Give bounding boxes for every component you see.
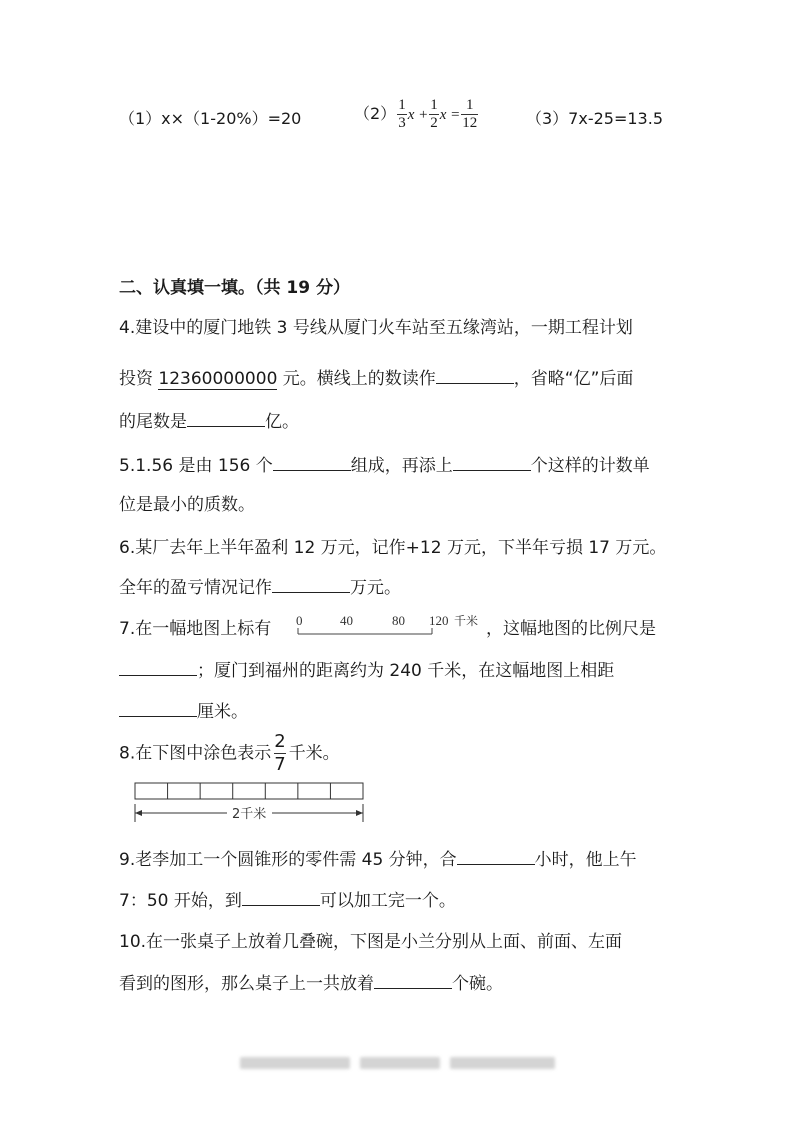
- q6-blank[interactable]: [272, 590, 350, 593]
- equation-2-prefix: （2）: [354, 104, 397, 123]
- fraction-one-half: [429, 98, 439, 131]
- q4-text: 元。横线上的数读作: [277, 369, 436, 389]
- q8-text: 千米。: [288, 743, 340, 764]
- q10-blank[interactable]: [374, 986, 452, 989]
- segment-bar-diagram: [132, 780, 367, 826]
- q8-text: 8.在下图中涂色表示: [119, 743, 272, 764]
- q7-line-2: [119, 656, 614, 681]
- segment-bar-label: 2千米: [232, 807, 267, 822]
- q4-text: 投资: [119, 369, 159, 389]
- q6-text: 全年的盈亏情况记作: [119, 578, 272, 598]
- q5-line-2: 位是最小的质数。: [119, 495, 255, 515]
- q7-line-1-end: ，这幅地图的比例尺是: [486, 619, 656, 639]
- equation-2-x-term: x +: [407, 107, 429, 123]
- q10-text: 个碗。: [452, 974, 503, 994]
- section-2-title: 二、认真填一填。（共 19 分）: [119, 278, 350, 298]
- q9-text: 可以加工完一个。: [319, 891, 456, 911]
- q9-line-2: [119, 886, 456, 911]
- equation-1: [119, 106, 301, 129]
- fraction-one-third: [397, 98, 407, 131]
- blurred-footer-watermark: [240, 1057, 350, 1069]
- scale-unit: 千米: [454, 614, 479, 628]
- q7-blank-scale[interactable]: [119, 673, 197, 676]
- scale-label-80: 80: [392, 613, 405, 628]
- equation-2-x-equals: x =: [439, 107, 461, 123]
- q9-text: 9.老李加工一个圆锥形的零件需 45 分钟，合: [119, 850, 457, 870]
- q4-blank-approx[interactable]: [187, 424, 265, 427]
- equation-3-text: （3）7x-25=13.5: [526, 109, 663, 128]
- fraction-denominator: 2: [430, 115, 438, 131]
- q4-text: 的尾数是: [119, 412, 187, 432]
- q5-blank-count[interactable]: [453, 468, 531, 471]
- q5-text: 5.1.56 是由 156 个: [119, 456, 273, 476]
- fraction-denominator: 7: [274, 754, 286, 775]
- q4-line-1: 4.建设中的厦门地铁 3 号线从厦门火车站至五缘湾站，一期工程计划: [119, 318, 633, 338]
- map-scale-bar: [292, 609, 492, 639]
- blurred-footer-watermark: [450, 1057, 555, 1069]
- q4-text: 亿。: [265, 412, 299, 432]
- scale-label-40: 40: [340, 613, 353, 628]
- q8-line-1: [119, 733, 340, 774]
- q7-text: ；厦门到福州的距离约为 240 千米，在这幅地图上相距: [197, 661, 615, 681]
- blurred-footer-watermark: [360, 1057, 440, 1069]
- q4-text: ，省略“亿”后面: [513, 369, 634, 389]
- q4-underlined-number: 12360000000: [158, 369, 278, 389]
- q10-text: 看到的图形，那么桌子上一共放着: [119, 974, 374, 994]
- q9-blank-time[interactable]: [242, 903, 320, 906]
- fraction-numerator: 1: [466, 97, 474, 113]
- q6-text: 万元。: [350, 578, 401, 598]
- fraction-denominator: 3: [398, 115, 406, 131]
- q5-text: 个这样的计数单: [530, 456, 650, 476]
- q9-text: 小时，他上午: [534, 850, 637, 870]
- q7-text: 厘米。: [197, 702, 248, 722]
- scale-label-0: 0: [296, 613, 303, 628]
- equation-3: [526, 106, 663, 129]
- q4-blank-read[interactable]: [436, 381, 514, 384]
- q4-line-3: [119, 407, 299, 432]
- fraction-numerator: 1: [398, 97, 406, 113]
- q6-line-1: 6.某厂去年上半年盈利 12 万元，记作+12 万元，下半年亏损 17 万元。: [119, 538, 667, 558]
- q7-line-3: [119, 697, 248, 722]
- q5-line-1: [119, 451, 650, 476]
- fraction-two-sevenths: [274, 733, 285, 774]
- q9-text: 7：50 开始，到: [119, 891, 242, 911]
- q4-line-2: [119, 364, 633, 389]
- segment-bar-outline: [135, 783, 363, 799]
- scale-label-120: 120: [429, 613, 449, 628]
- q5-text: 组成，再添上: [350, 456, 453, 476]
- equation-1-text: （1）x×（1-20%）=20: [119, 109, 302, 128]
- q10-line-1: 10.在一张桌子上放着几叠碗，下图是小兰分别从上面、前面、左面: [119, 932, 623, 952]
- fraction-numerator: 2: [274, 731, 286, 752]
- fraction-one-twelfth: [461, 98, 478, 131]
- fraction-denominator: 12: [462, 115, 478, 131]
- q6-line-2: [119, 573, 401, 598]
- q7-blank-distance[interactable]: [119, 714, 197, 717]
- q9-blank-hours[interactable]: [457, 862, 535, 865]
- equation-2: [354, 98, 479, 131]
- q5-blank-unit[interactable]: [273, 468, 351, 471]
- fraction-numerator: 1: [430, 97, 438, 113]
- q10-line-2: [119, 969, 503, 994]
- q7-text: 7.在一幅地图上标有: [119, 619, 272, 639]
- q9-line-1: [119, 845, 637, 870]
- q7-line-1: [119, 614, 271, 639]
